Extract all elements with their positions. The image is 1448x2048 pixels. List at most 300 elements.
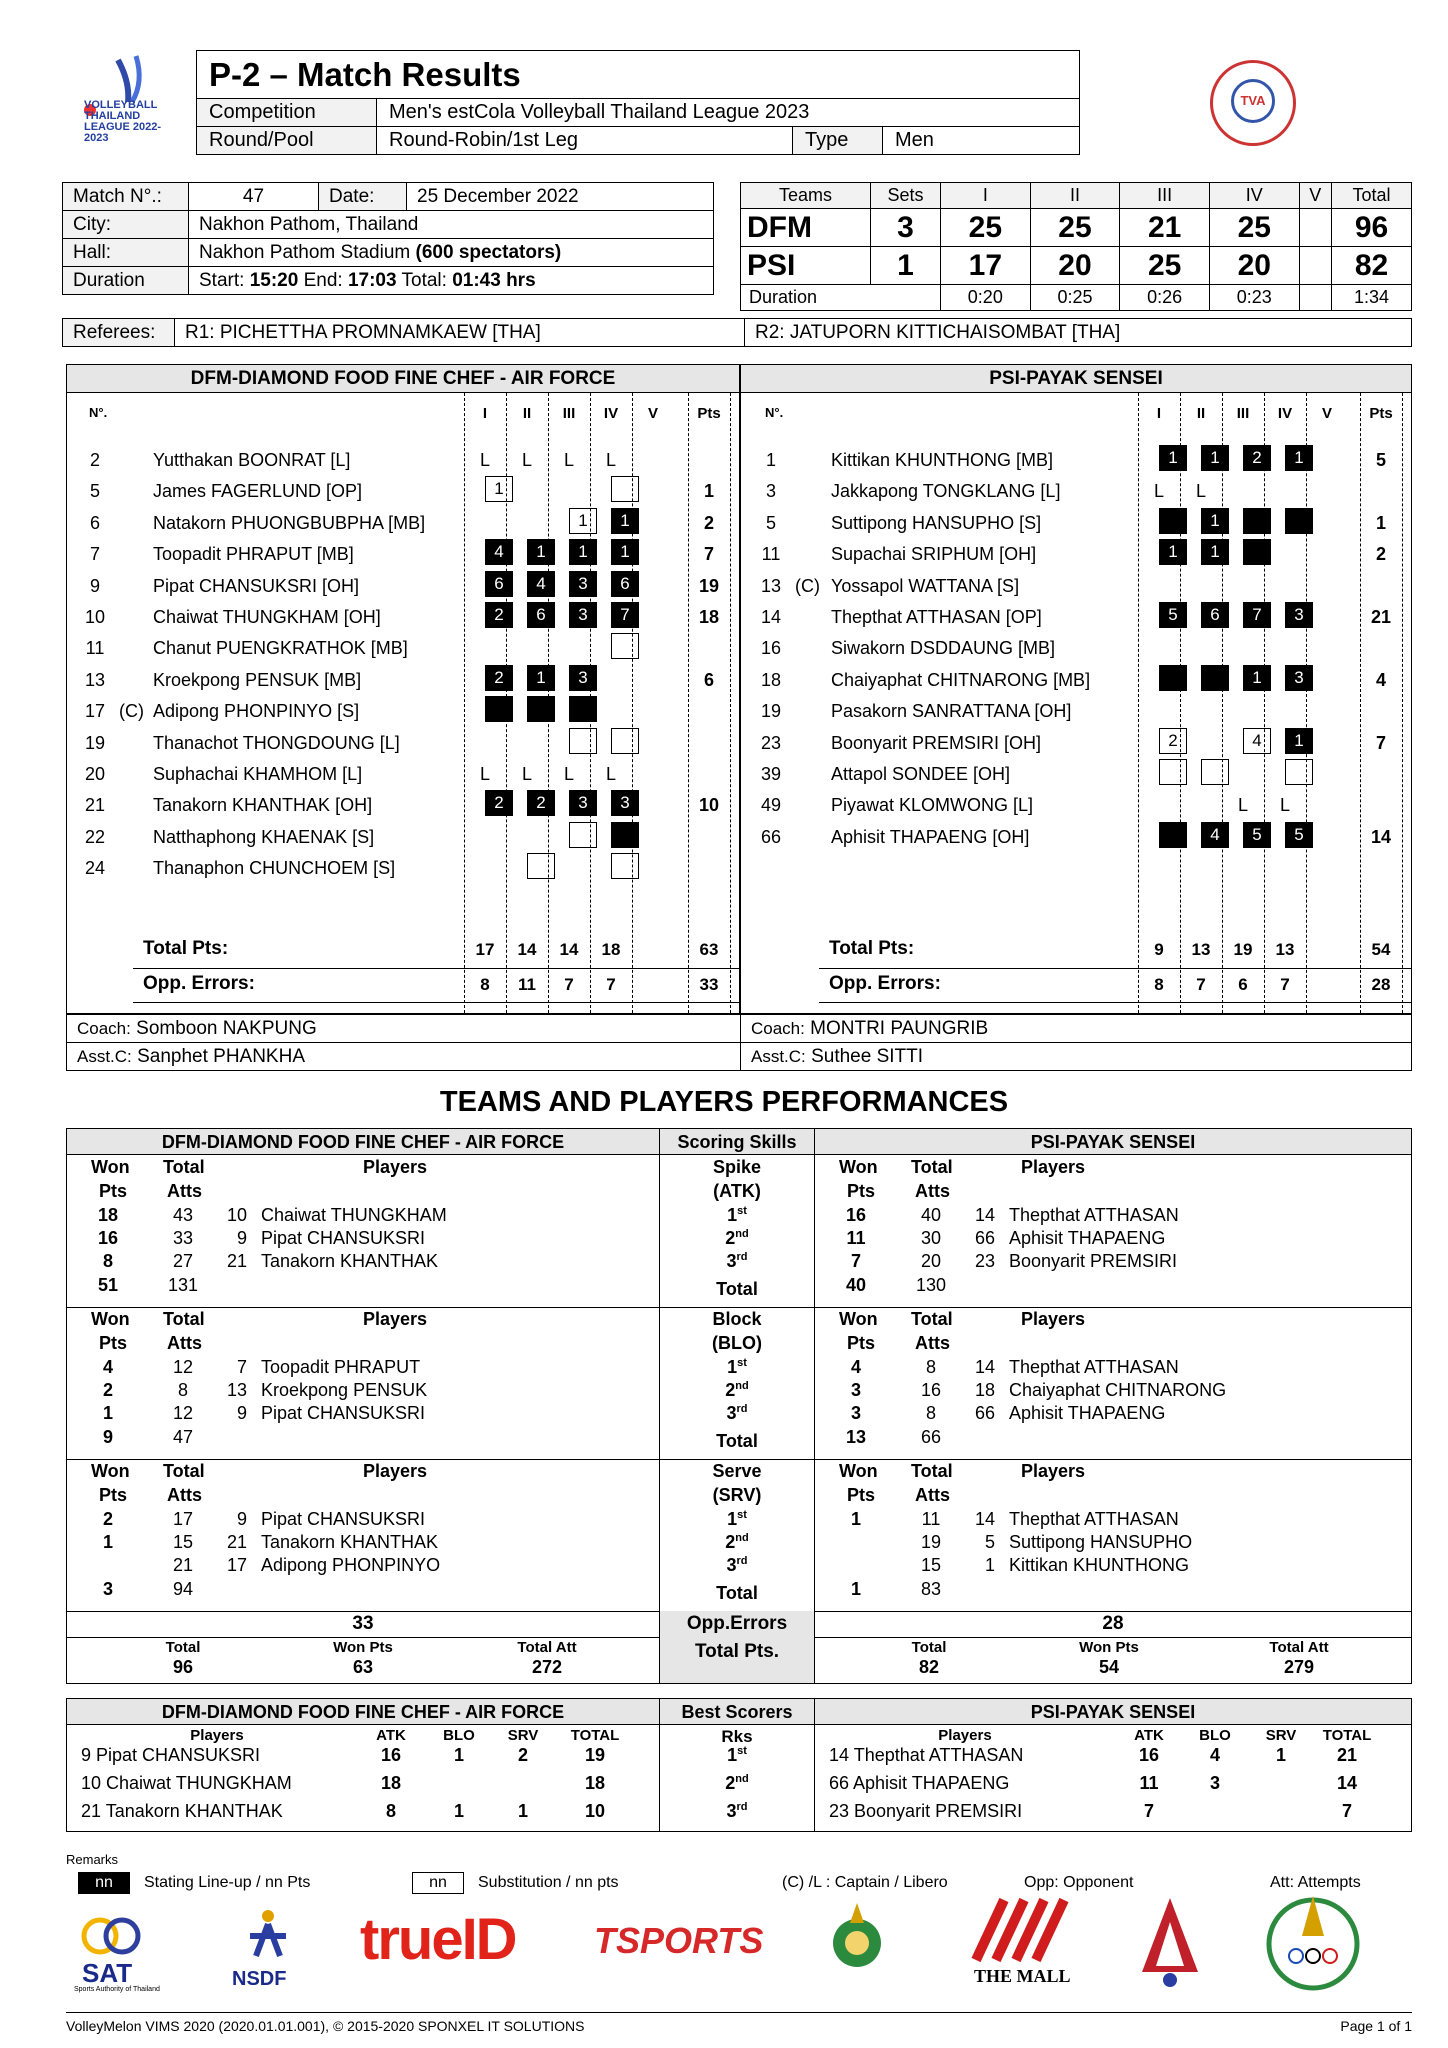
best-player: 23 Boonyarit PREMSIRI	[829, 1801, 1023, 1821]
perf-shirt: 21	[226, 1251, 247, 1271]
teamB-total-pts-value: 13	[1275, 940, 1295, 959]
starting-lineup-box: 5	[1285, 822, 1313, 848]
teamA-player-row	[67, 790, 739, 821]
teamA-player-name: Natthaphong KHAENAK [S]	[153, 826, 375, 847]
teamA-name-header: DFM-DIAMOND FOOD FINE CHEF - AIR FORCE	[67, 365, 739, 393]
starting-lineup-box: 6	[485, 571, 513, 597]
perf-atts: 27	[172, 1251, 194, 1271]
perf-shirt: 66	[974, 1403, 995, 1423]
performances-table	[66, 1128, 1412, 1684]
teamA-player-no: 11	[85, 638, 105, 659]
best-stat: 1	[453, 1801, 464, 1821]
res-b-s2: 20	[1030, 247, 1120, 285]
starting-lineup-box	[569, 696, 597, 722]
rank-suffix: nd	[735, 1380, 749, 1392]
starting-lineup-box: 3	[569, 790, 597, 816]
teamB-player-row	[741, 508, 1411, 539]
team-b-roster	[740, 364, 1412, 1014]
perf-player: Adipong PHONPINYO	[261, 1555, 441, 1575]
perf-player: Chaiyaphat CHITNARONG	[1009, 1380, 1227, 1400]
total-header: Total	[163, 1157, 205, 1177]
teamB-player-pts: 1	[1375, 512, 1386, 533]
substitution-box	[569, 822, 597, 848]
rank-number: 1	[727, 1745, 738, 1765]
remark-sub: Substitution / nn pts	[478, 1874, 619, 1891]
teamB-player-name: Pasakorn SANRATTANA [OH]	[831, 701, 1072, 722]
sum-head: Total Att	[1269, 1639, 1329, 1656]
starting-lineup-box: 3	[1285, 602, 1313, 628]
substitution-box	[1201, 759, 1229, 785]
best-title: Best Scorers	[659, 1699, 815, 1725]
teamA-player-row	[67, 853, 739, 884]
perf-atts: 21	[172, 1555, 194, 1575]
dur-s1: 0:20	[941, 285, 1031, 311]
starting-lineup-box: 1	[1285, 445, 1313, 471]
perf-won: 2	[102, 1509, 113, 1529]
teamB-player-name: Kittikan KHUNTHONG [MB]	[831, 450, 1054, 470]
won-header: Won	[839, 1309, 878, 1329]
perf-won: 4	[850, 1357, 861, 1377]
perf-player: Thepthat ATTHASAN	[1009, 1205, 1179, 1225]
teamB-player-row	[741, 822, 1411, 853]
teamA-set-cell: L	[605, 764, 616, 784]
perf-total-won: 9	[102, 1427, 113, 1447]
starting-lineup-box: 7	[611, 602, 639, 628]
asst-b-label: Asst.C:	[751, 1046, 806, 1066]
opp-errors-a: 33	[352, 1613, 374, 1634]
res-a-s1: 25	[941, 209, 1031, 247]
teamA-player-no: 22	[84, 826, 106, 847]
starting-lineup-box: 1	[569, 539, 597, 565]
teamB-player-no: 49	[760, 795, 782, 816]
rank-suffix: st	[737, 1357, 747, 1369]
teamB-player-no: 18	[760, 669, 782, 690]
teamB-total-pts-value: 19	[1233, 940, 1253, 959]
teamA-player-pts: 18	[698, 607, 720, 627]
page-title: P-2 – Match Results	[197, 51, 1080, 99]
teamB-player-name: Aphisit THAPAENG [OH]	[831, 826, 1030, 847]
total-header: Total	[911, 1461, 953, 1481]
teamA-opp-errors-value: 11	[518, 975, 536, 994]
sum-head: Total	[165, 1639, 201, 1656]
starting-lineup-box	[485, 696, 513, 722]
teamB-player-name: Thepthat ATTHASAN [OP]	[831, 607, 1042, 627]
teamB-opp-errors-value: 7	[1196, 975, 1206, 994]
res-a-s2: 25	[1030, 209, 1120, 247]
skill-name: Spike	[712, 1157, 762, 1177]
rank-suffix: rd	[736, 1403, 748, 1415]
emblem-logo	[822, 1898, 892, 1998]
teamA-player-row	[67, 508, 739, 539]
perf-atts: 15	[920, 1555, 942, 1575]
teamA-player-row	[67, 445, 739, 476]
teamB-player-name: Attapol SONDEE [OH]	[831, 764, 1011, 784]
perf-atts: 8	[925, 1403, 936, 1423]
teamA-opp-errors-value: 8	[480, 975, 490, 994]
perf-player: Kroekpong PENSUK	[261, 1380, 428, 1400]
teamB-player-row	[741, 476, 1411, 507]
starting-lineup-box: 3	[569, 602, 597, 628]
performances-title: TEAMS AND PLAYERS PERFORMANCES	[439, 1086, 1009, 1118]
round-label: Round/Pool	[197, 127, 377, 155]
teamA-player-row	[67, 759, 739, 790]
sum-value: 279	[1283, 1657, 1315, 1677]
teamB-player-no: 1	[765, 450, 776, 470]
skill-rank	[659, 1532, 815, 1553]
match-no: 47	[189, 183, 319, 211]
perf-atts: 8	[177, 1380, 188, 1400]
perf-shirt: 21	[226, 1532, 247, 1552]
perf-player: Pipat CHANSUKSRI	[261, 1228, 426, 1248]
teamB-totals-divider	[819, 968, 1411, 969]
teamA-player-row	[67, 476, 739, 507]
res-b-s4: 20	[1209, 247, 1299, 285]
starting-lineup-box: 3	[611, 790, 639, 816]
teamA-player-no: 2	[89, 450, 100, 470]
teamA-player-name: Chaiwat THUNGKHAM [OH]	[153, 607, 381, 627]
sat-text: SAT	[82, 1958, 133, 1988]
teamA-col-no: N°.	[89, 405, 108, 420]
teamA-col-pts: Pts	[697, 405, 721, 422]
won-header: Won	[839, 1461, 878, 1481]
perf-atts: 11	[921, 1509, 941, 1529]
substitution-box	[569, 728, 597, 754]
pts-header: Pts	[847, 1333, 876, 1353]
referee-1: R1: PICHETTHA PROMNAMKAEW [THA]	[175, 319, 745, 347]
perf-won: 2	[102, 1380, 113, 1400]
starting-lineup-box	[1201, 665, 1229, 691]
perf-shirt: 18	[974, 1380, 995, 1400]
teamA-player-row	[67, 696, 739, 727]
teamA-player-pts: 10	[698, 795, 720, 816]
pts-header: Pts	[847, 1485, 876, 1505]
substitution-box: 4	[1243, 728, 1271, 754]
teamB-player-name: Chaiyaphat CHITNARONG [MB]	[831, 669, 1091, 690]
left-league-logo	[78, 52, 174, 144]
teamB-player-row	[741, 665, 1411, 696]
best-stat: 1	[453, 1745, 464, 1765]
best-team-a: DFM-DIAMOND FOOD FINE CHEF - AIR FORCE	[67, 1699, 659, 1725]
asst-b: Suthee SITTI	[811, 1045, 924, 1067]
best-stat: 18	[584, 1773, 606, 1793]
res-head-s1: I	[941, 183, 1031, 209]
perf-shirt: 23	[974, 1251, 995, 1271]
perf-player: Tanakorn KHANTHAK	[261, 1532, 439, 1552]
teamA-player-pts: 7	[703, 544, 714, 565]
skill-name: Block	[712, 1309, 762, 1329]
res-b-s1: 17	[941, 247, 1031, 285]
perf-shirt: 5	[984, 1532, 995, 1552]
teamA-player-row	[67, 728, 739, 759]
teamA-player-name: Thanachot THONGDOUNG [L]	[153, 732, 400, 753]
type-value: Men	[883, 127, 1080, 155]
teamA-total-pts-label: Total Pts:	[143, 938, 229, 959]
hall-label: Hall:	[63, 239, 189, 267]
best-player: 21 Tanakorn KHANTHAK	[81, 1801, 283, 1821]
teamA-col-set-4: IV	[603, 405, 619, 422]
skill-rank	[659, 1555, 815, 1576]
perf-total-atts: 130	[915, 1275, 947, 1295]
teamA-total-pts-value: 63	[699, 940, 719, 959]
teamA-player-name: Adipong PHONPINYO [S]	[153, 701, 360, 722]
best-rank	[659, 1773, 815, 1794]
teamB-player-no: 23	[760, 732, 782, 753]
perf-atts: 12	[172, 1403, 194, 1423]
teamB-player-name: Jakkapong TONGKLANG [L]	[831, 481, 1061, 502]
perf-total-atts: 94	[172, 1579, 194, 1599]
perf-shirt: 66	[974, 1228, 995, 1248]
coaches-table	[66, 1014, 1412, 1071]
skill-rank	[659, 1205, 815, 1226]
rank-number: 3	[726, 1801, 737, 1821]
starting-lineup-box	[1159, 822, 1187, 848]
perf-mid-title: Scoring Skills	[659, 1129, 815, 1155]
res-duration-label: Duration	[741, 285, 941, 311]
perf-shirt: 9	[236, 1403, 247, 1423]
perf-atts: 16	[920, 1380, 942, 1400]
best-head: BLO	[1199, 1727, 1231, 1744]
rank-suffix: nd	[735, 1773, 749, 1785]
teamB-player-row	[741, 445, 1411, 476]
total-header: Total	[163, 1309, 205, 1329]
perf-total-atts: 66	[920, 1427, 942, 1447]
perf-total-atts: 47	[172, 1427, 194, 1447]
best-player: 14 Thepthat ATTHASAN	[829, 1745, 1024, 1765]
starting-lineup-box	[1285, 508, 1313, 534]
res-head-s5: V	[1299, 183, 1331, 209]
pts-header: Pts	[99, 1333, 128, 1353]
sum-head: Won Pts	[1079, 1639, 1139, 1656]
sum-head: Total	[911, 1639, 947, 1656]
skill-rank	[659, 1380, 815, 1401]
teamB-player-no: 14	[760, 607, 782, 627]
starting-lineup-box	[527, 696, 555, 722]
best-stat: 10	[584, 1801, 606, 1821]
coach-a-label: Coach:	[77, 1018, 131, 1038]
best-rank	[659, 1745, 815, 1766]
type-label: Type	[793, 127, 883, 155]
teamA-col-set-3: III	[562, 405, 576, 422]
page-number: Page 1 of 1	[1340, 2018, 1412, 2034]
atts-header: Atts	[167, 1485, 202, 1505]
teamA-col-set-1: I	[482, 405, 488, 422]
the-mall-logo	[970, 1890, 1082, 1990]
players-header: Players	[363, 1309, 428, 1329]
hall-value: Nakhon Pathom Stadium	[199, 241, 411, 263]
teamA-player-no: 7	[89, 544, 100, 565]
starting-lineup-box	[1159, 665, 1187, 691]
teamB-col-set-3: III	[1236, 405, 1250, 422]
res-b-total: 82	[1332, 247, 1412, 285]
perf-atts: 40	[920, 1205, 942, 1225]
sat-logo	[70, 1906, 160, 1996]
sum-head: Won Pts	[333, 1639, 393, 1656]
won-header: Won	[839, 1157, 878, 1177]
start-label: Start:	[199, 269, 245, 291]
starting-box-legend: nn	[78, 1872, 130, 1894]
left-logo-text: VOLLEYBALL THAILAND LEAGUE 2022-2023	[84, 99, 162, 144]
best-head: ATK	[1134, 1727, 1164, 1744]
teamB-set-cell: L	[1279, 795, 1290, 816]
perf-total-atts: 83	[920, 1579, 942, 1599]
teamA-player-captain: (C)	[119, 701, 144, 722]
res-a-total: 96	[1332, 209, 1412, 247]
teamA-player-pts: 2	[703, 512, 714, 533]
best-player: 10 Chaiwat THUNGKHAM	[81, 1773, 292, 1793]
best-stat: 21	[1336, 1745, 1358, 1765]
teamA-player-name: James FAGERLUND [OP]	[153, 481, 363, 502]
rank-number: 1	[727, 1205, 738, 1225]
teamA-player-name: Tanakorn KHANTHAK [OH]	[153, 795, 373, 816]
starting-lineup-box: 1	[527, 665, 555, 691]
best-head: SRV	[507, 1727, 539, 1744]
teamA-player-name: Kroekpong PENSUK [MB]	[153, 669, 362, 690]
coach-b-label: Coach:	[751, 1018, 805, 1038]
starting-lineup-box: 5	[1243, 822, 1271, 848]
duration-label: Duration	[63, 267, 189, 295]
teamA-player-no: 21	[84, 795, 106, 816]
perf-atts: 30	[920, 1228, 942, 1248]
perf-total-won: 40	[845, 1275, 867, 1295]
total-header: Total	[911, 1309, 953, 1329]
teamB-player-name: Suttipong HANSUPHO [S]	[831, 512, 1042, 533]
perf-won: 8	[102, 1251, 113, 1271]
dur-s2: 0:25	[1030, 285, 1120, 311]
perf-atts: 17	[172, 1509, 194, 1529]
perf-team-b-name: PSI-PAYAK SENSEI	[815, 1129, 1411, 1155]
skill-rank	[659, 1509, 815, 1530]
opp-errors-label: Opp.Errors	[659, 1611, 815, 1637]
teamB-name-header: PSI-PAYAK SENSEI	[741, 365, 1411, 393]
starting-lineup-box	[1159, 508, 1187, 534]
skill-code: (ATK)	[713, 1181, 761, 1201]
res-a-s4: 25	[1209, 209, 1299, 247]
teamB-player-name: Piyawat KLOMWONG [L]	[831, 795, 1034, 816]
teamB-opp-errors-value: 8	[1154, 975, 1164, 994]
teamA-total-pts-value: 14	[517, 940, 537, 959]
referees-label: Referees:	[63, 319, 175, 347]
players-header: Players	[1021, 1157, 1086, 1177]
total-header: Total	[163, 1461, 205, 1481]
best-team-b: PSI-PAYAK SENSEI	[815, 1699, 1411, 1725]
competition-value: Men's estCola Volleyball Thailand League 2023	[377, 99, 1080, 127]
teamB-opp-divider	[819, 1002, 1411, 1003]
teamB-opp-errors-value: 6	[1238, 975, 1248, 994]
teamB-player-pts: 14	[1370, 826, 1392, 847]
perf-shirt: 1	[984, 1555, 995, 1575]
perf-player: Aphisit THAPAENG	[1009, 1228, 1166, 1248]
teamA-player-pts: 19	[698, 575, 720, 596]
teamB-player-row	[741, 602, 1411, 633]
teamA-totals-divider	[133, 968, 739, 969]
res-sets-b: 1	[871, 247, 941, 285]
sum-value: 96	[172, 1657, 194, 1677]
team-a-roster	[66, 364, 740, 1014]
match-no-label: Match N°.:	[63, 183, 189, 211]
starting-lineup-box: 3	[1285, 665, 1313, 691]
perf-shirt: 14	[974, 1509, 995, 1529]
rank-suffix: rd	[736, 1801, 748, 1813]
teamA-set-cell: L	[563, 764, 574, 784]
rank-suffix: st	[737, 1205, 747, 1217]
atts-header: Atts	[915, 1181, 950, 1201]
teamB-player-pts: 21	[1370, 607, 1392, 627]
teamA-total-pts-value: 17	[475, 940, 495, 959]
footer-credits: VolleyMelon VIMS 2020 (2020.01.01.001), © 2015-2020 SPONXEL IT SOLUTIONS	[66, 2018, 585, 2034]
perf-total-won: 51	[97, 1275, 119, 1295]
perf-shirt: 9	[236, 1228, 247, 1248]
teamB-player-row	[741, 759, 1411, 790]
teamB-player-name: Yossapol WATTANA [S]	[831, 575, 1020, 596]
teamA-player-row	[67, 602, 739, 633]
res-head-sets: Sets	[871, 183, 941, 209]
res-b-s5	[1299, 247, 1331, 285]
best-rank	[659, 1801, 815, 1822]
city-label: City:	[63, 211, 189, 239]
teamA-player-name: Yutthakan BOONRAT [L]	[153, 450, 351, 470]
teamB-opp-errors-label: Opp. Errors:	[829, 973, 941, 994]
teamB-set-cell: L	[1153, 481, 1164, 502]
starting-lineup-box: 1	[1243, 665, 1271, 691]
teamA-opp-errors-value: 7	[564, 975, 574, 994]
starting-lineup-box: 6	[527, 602, 555, 628]
referee-2: R2: JATUPORN KITTICHAISOMBAT [THA]	[745, 319, 1412, 347]
players-header: Players	[1021, 1309, 1086, 1329]
teamB-player-name: Supachai SRIPHUM [OH]	[831, 544, 1037, 565]
starting-lineup-box: 2	[485, 790, 513, 816]
rank-number: 3	[726, 1555, 737, 1575]
starting-lineup-box	[1243, 539, 1271, 565]
rank-suffix: st	[737, 1509, 747, 1521]
best-stat: 1	[1275, 1745, 1286, 1765]
teamA-player-no: 6	[89, 512, 100, 533]
best-rks: Rks	[721, 1727, 753, 1746]
nsdf-logo	[228, 1906, 308, 1996]
starting-lineup-box: 2	[485, 665, 513, 691]
perf-shirt: 14	[974, 1357, 995, 1377]
perf-won: 16	[97, 1228, 119, 1248]
teamB-col-set-1: I	[1156, 405, 1162, 422]
skill-rank	[659, 1251, 815, 1272]
perf-atts: 43	[172, 1205, 194, 1225]
teamB-player-row	[741, 539, 1411, 570]
end-label: End:	[303, 269, 343, 291]
teamB-player-captain: (C)	[795, 575, 820, 596]
res-a-s3: 21	[1120, 209, 1210, 247]
starting-lineup-box: 3	[569, 571, 597, 597]
perf-atts: 20	[920, 1251, 942, 1271]
players-header: Players	[363, 1461, 428, 1481]
teamA-player-no: 24	[84, 858, 106, 879]
teamB-player-no: 5	[765, 512, 776, 533]
perf-won: 7	[850, 1251, 861, 1271]
asst-a-label: Asst.C:	[77, 1046, 132, 1066]
perf-total-won: 3	[102, 1579, 113, 1599]
teamA-player-name: Thanaphon CHUNCHOEM [S]	[153, 858, 396, 879]
res-head-total: Total	[1332, 183, 1412, 209]
substitution-box	[611, 476, 639, 502]
teamB-total-pts-value: 9	[1154, 940, 1164, 959]
rank-number: 2	[725, 1532, 736, 1552]
perf-player: Thepthat ATTHASAN	[1009, 1509, 1179, 1529]
teamB-player-row	[741, 790, 1411, 821]
perf-won: 4	[102, 1357, 113, 1377]
teamB-player-no: 16	[760, 638, 782, 659]
teamA-set-cell: L	[479, 450, 490, 470]
atts-header: Atts	[167, 1181, 202, 1201]
perf-shirt: 9	[236, 1509, 247, 1529]
teamB-player-name: Siwakorn DSDDAUNG [MB]	[831, 638, 1056, 659]
